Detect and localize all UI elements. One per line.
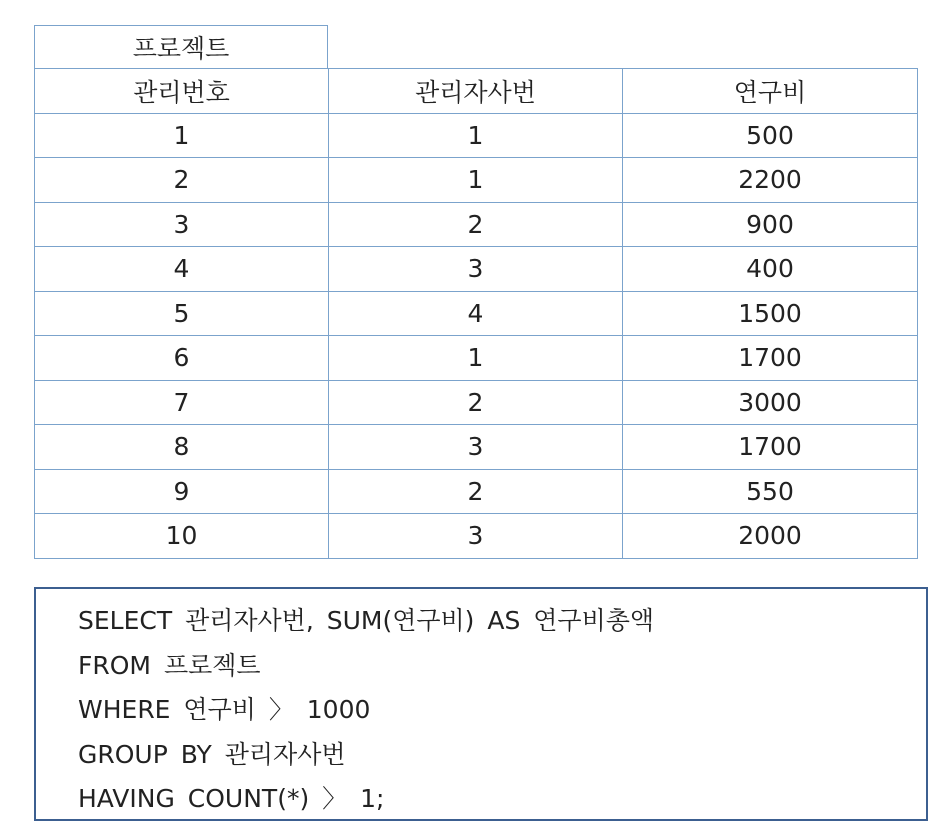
cell-research-cost: 1700 <box>623 336 918 381</box>
cell-research-cost: 1500 <box>623 291 918 336</box>
cell-manager-id: 1 <box>329 113 623 158</box>
sql-group-by-line: GROUP BY 관리자사번 <box>78 739 346 769</box>
cell-manager-id: 4 <box>329 291 623 336</box>
table-row <box>35 113 918 158</box>
cell-management-no: 3 <box>35 202 329 247</box>
cell-manager-id: 2 <box>329 202 623 247</box>
cell-management-no: 6 <box>35 336 329 381</box>
cell-management-no: 8 <box>35 425 329 470</box>
table-caption: 프로젝트 <box>34 25 328 68</box>
cell-research-cost: 3000 <box>623 380 918 425</box>
cell-management-no: 5 <box>35 291 329 336</box>
sql-where-line: WHERE 연구비 〉 1000 <box>78 695 371 724</box>
header-management-no: 관리번호 <box>35 69 329 114</box>
cell-research-cost: 500 <box>623 113 918 158</box>
cell-management-no: 9 <box>35 469 329 514</box>
table-row <box>35 380 918 425</box>
data-table <box>34 68 918 559</box>
cell-manager-id: 3 <box>329 425 623 470</box>
project-table <box>34 25 917 559</box>
cell-management-no: 10 <box>35 514 329 559</box>
cell-management-no: 4 <box>35 247 329 292</box>
header-research-cost: 연구비 <box>623 69 918 114</box>
table-row <box>35 336 918 381</box>
cell-manager-id: 1 <box>329 336 623 381</box>
table-row <box>35 425 918 470</box>
cell-research-cost: 2000 <box>623 514 918 559</box>
cell-research-cost: 900 <box>623 202 918 247</box>
cell-management-no: 7 <box>35 380 329 425</box>
cell-manager-id: 2 <box>329 469 623 514</box>
table-row <box>35 291 918 336</box>
table-row <box>35 247 918 292</box>
cell-manager-id: 1 <box>329 158 623 203</box>
cell-manager-id: 2 <box>329 380 623 425</box>
header-row <box>35 69 918 114</box>
cell-research-cost: 1700 <box>623 425 918 470</box>
cell-research-cost: 400 <box>623 247 918 292</box>
table-row <box>35 202 918 247</box>
sql-query-box <box>34 587 928 821</box>
cell-research-cost: 550 <box>623 469 918 514</box>
table-caption-row <box>34 25 917 68</box>
table-row <box>35 158 918 203</box>
header-manager-id: 관리자사번 <box>329 69 623 114</box>
cell-manager-id: 3 <box>329 247 623 292</box>
cell-research-cost: 2200 <box>623 158 918 203</box>
cell-management-no: 2 <box>35 158 329 203</box>
table-row <box>35 469 918 514</box>
cell-management-no: 1 <box>35 113 329 158</box>
sql-having-line: HAVING COUNT(*) 〉 1; <box>78 784 385 813</box>
table-row <box>35 514 918 559</box>
sql-from-line: FROM 프로젝트 <box>78 650 261 680</box>
sql-select-line: SELECT 관리자사번, SUM(연구비) AS 연구비총액 <box>78 606 655 635</box>
cell-manager-id: 3 <box>329 514 623 559</box>
